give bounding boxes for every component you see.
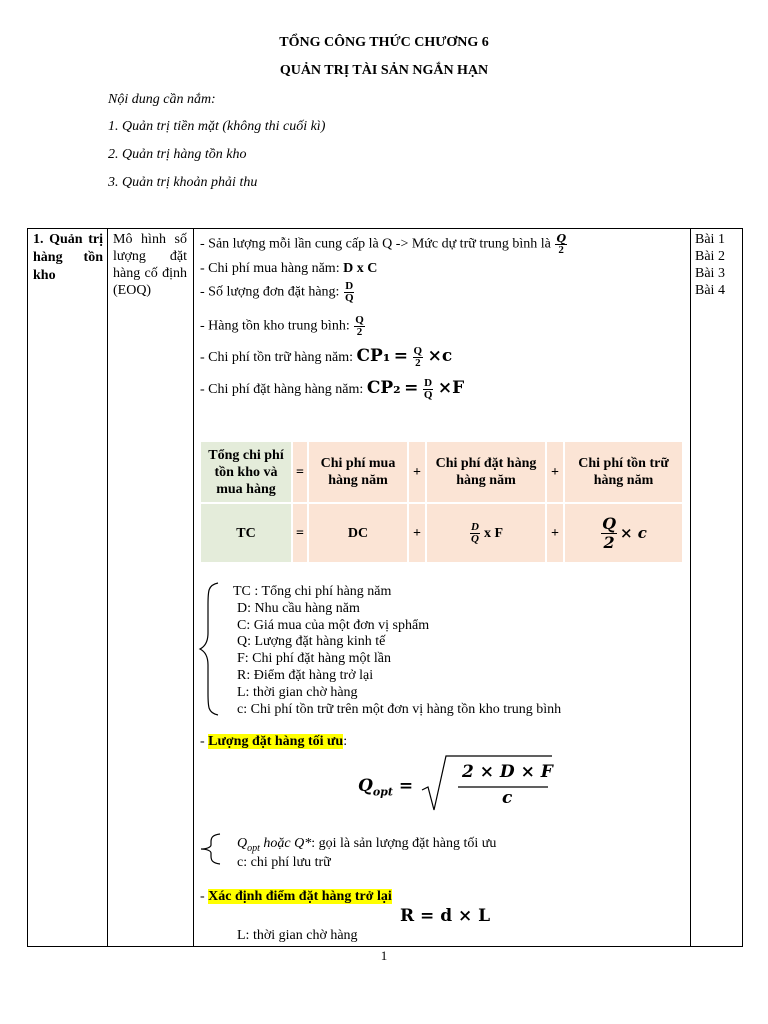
holding-cost-line: - Chi phí tồn trữ hàng năm: CP₁ = $\frac{Q}{2}$ ×c: [200, 345, 453, 370]
eoq-numerator: 2 × D × F: [462, 762, 553, 782]
ordering-cost-header: Chi phí đặt hàng hàng năm: [427, 442, 545, 502]
legend-item: L: thời gian chờ hàng: [237, 685, 358, 700]
document-title: TỔNG CÔNG THỨC CHƯƠNG 6: [279, 35, 489, 50]
dc-cell: DC: [309, 504, 407, 562]
optimal-quantity-heading: - Lượng đặt hàng tối ưu:: [200, 734, 348, 749]
column-divider: [690, 229, 691, 946]
holding-cost-header: Chi phí tồn trữ hàng năm: [565, 442, 682, 502]
legend-item: R: Điểm đặt hàng trở lại: [237, 668, 374, 683]
left-brace-icon: [198, 832, 224, 866]
intro-item-1: 1. Quản trị tiền mặt (không thi cuối kì): [108, 119, 326, 134]
legend-item: Q: Lượng đặt hàng kinh tế: [237, 634, 386, 649]
purchase-cost-line: - Chi phí mua hàng năm: D x C: [200, 261, 378, 276]
formula-table: [27, 228, 743, 947]
plus-sign: +: [409, 504, 425, 562]
ordering-cost-formula: $\frac{D}{Q}$ x F: [427, 504, 545, 562]
exercise-link[interactable]: Bài 1: [695, 232, 725, 247]
page-number: 1: [380, 948, 388, 963]
section-title: 1. Quản trị hàng tồn kho: [33, 232, 103, 283]
holding-cost-formula: $\frac{Q}{2}$ × c: [565, 504, 682, 562]
lead-time-note: L: thời gian chờ hàng: [237, 928, 358, 943]
column-divider: [107, 229, 108, 946]
exercise-link[interactable]: Bài 2: [695, 249, 725, 264]
equals-sign: =: [293, 442, 307, 502]
column-divider: [193, 229, 194, 946]
intro-item-3: 3. Quản trị khoản phải thu: [108, 175, 258, 190]
ordering-cost-line: - Chi phí đặt hàng hàng năm: CP₂ = $\frac{D}{Q}$ ×F: [200, 377, 465, 402]
average-inventory-line: - Sản lượng mỗi lần cung cấp là Q -> Mức dự trữ trung bình là $\frac{Q}{2}$: [200, 232, 566, 256]
purchase-cost-header: Chi phí mua hàng năm: [309, 442, 407, 502]
left-brace-icon: [198, 581, 222, 717]
exercise-link[interactable]: Bài 3: [695, 266, 725, 281]
reorder-formula: R = d × L: [400, 906, 491, 926]
plus-sign: +: [409, 442, 425, 502]
eoq-formula: $Q_{opt}$ = 2 × D × F c: [358, 754, 558, 814]
reorder-heading: - Xác định điểm đặt hàng trở lại: [200, 889, 392, 904]
intro-item-2: 2. Quản trị hàng tồn kho: [108, 147, 247, 162]
plus-sign: +: [547, 442, 563, 502]
exercise-link[interactable]: Bài 4: [695, 283, 725, 298]
legend-item: c: Chi phí tồn trữ trên một đơn vị hàng tồn kho trung bình: [237, 702, 562, 717]
exercise-list: [695, 231, 725, 299]
avg-inventory-line: - Hàng tồn kho trung bình: $\frac{Q}{2}$: [200, 314, 364, 338]
legend-item: TC : Tổng chi phí hàng năm: [233, 584, 392, 599]
storage-cost-note: c: chi phí lưu trữ: [237, 855, 331, 870]
document-subtitle: QUẢN TRỊ TÀI SẢN NGẮN HẠN: [279, 63, 489, 78]
legend-item: D: Nhu cầu hàng năm: [237, 601, 360, 616]
equals-sign: =: [293, 504, 307, 562]
legend-item: F: Chi phí đặt hàng một lần: [237, 651, 391, 666]
order-count-line: - Số lượng đơn đặt hàng: $\frac{D}{Q}$: [200, 280, 354, 304]
tc-cell: TC: [201, 504, 291, 562]
model-name: Mô hình số lượng đặt hàng cố định (EOQ): [113, 232, 187, 298]
total-cost-header: Tổng chi phí tồn kho và mua hàng: [201, 442, 291, 502]
optimal-quantity-note: $Q_{opt}$ hoặc Q*: gọi là sản lượng đặt hàng tối ưu: [237, 836, 497, 854]
legend-item: C: Giá mua của một đơn vị sphẩm: [237, 618, 430, 633]
eoq-denominator: c: [502, 788, 513, 808]
plus-sign: +: [547, 504, 563, 562]
intro-heading: Nội dung cần nắm:: [108, 92, 216, 107]
